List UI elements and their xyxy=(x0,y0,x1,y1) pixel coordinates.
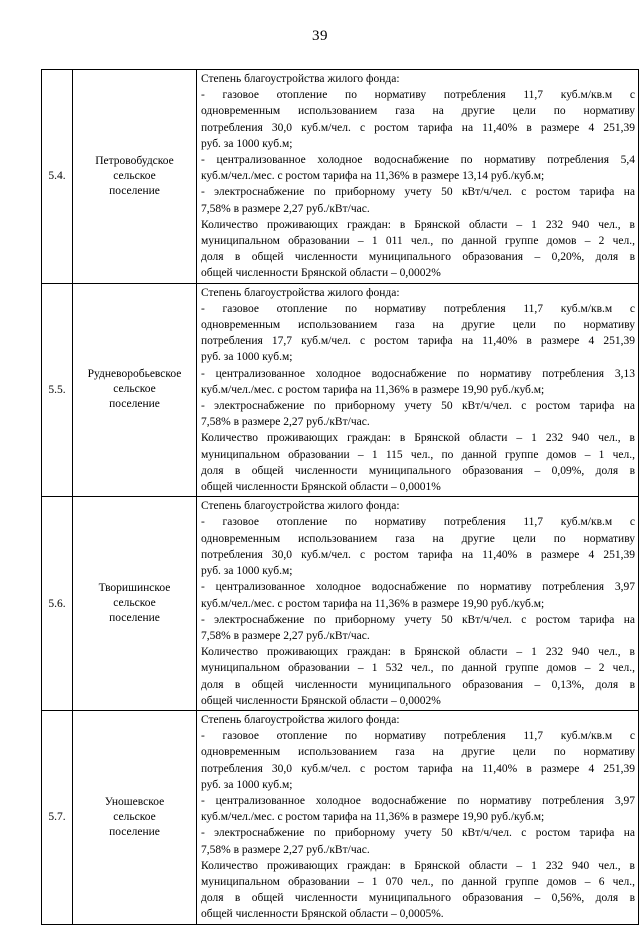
settlements-table-body xyxy=(42,70,639,925)
description-line: - централизованное холодное водоснабжение по нормативу потребления 5,4 xyxy=(201,154,635,167)
description-line: - газовое отопление по нормативу потребления 11,7 куб.м/кв.м с xyxy=(201,730,635,743)
table-row xyxy=(42,283,639,497)
description-line: - газовое отопление по нормативу потребления 11,7 куб.м/кв.м с xyxy=(201,302,635,315)
description-line: руб. за 1000 куб.м; xyxy=(201,137,293,150)
settlement-name-line: поселение xyxy=(109,184,160,197)
description-line: потребления 17,7 куб.м/чел. с ростом тарифа на 11,40% в размере 4 251,39 xyxy=(201,335,635,348)
settlement-name-line: сельское xyxy=(113,383,156,396)
description-line: доля в общей численности муниципального образования – 0,13%, доля в xyxy=(201,678,635,691)
description-line: - газовое отопление по нормативу потребления 11,7 куб.м/кв.м с xyxy=(201,516,635,529)
description-line: 7,58% в размере 2,27 руб./кВт/час. xyxy=(201,629,370,642)
description-line: муниципальном образовании – 1 115 чел., по данной группе домов – 1 чел., xyxy=(201,448,635,461)
table-row xyxy=(42,497,639,711)
description-line: Количество проживающих граждан: в Брянской области – 1 232 940 чел., в xyxy=(201,432,635,445)
description-line: куб.м/чел./мес. с ростом тарифа на 11,36% в размере 19,90 руб./куб.м; xyxy=(201,597,545,610)
settlement-name-line: Творишинское xyxy=(98,582,171,595)
description-line: куб.м/чел./мес. с ростом тарифа на 11,36% в размере 13,14 руб./куб.м; xyxy=(201,170,545,183)
settlement-name xyxy=(73,70,197,284)
page-number: 39 xyxy=(312,28,328,44)
settlement-name-line: Рудневоробьевское xyxy=(87,368,182,381)
description-line: общей численности Брянской области – 0,0002% xyxy=(201,267,441,280)
settlement-description xyxy=(197,283,639,497)
description-line: куб.м/чел./мес. с ростом тарифа на 11,36% в размере 19,90 руб./куб.м; xyxy=(201,383,545,396)
description-line: 7,58% в размере 2,27 руб./кВт/час. xyxy=(201,416,370,429)
settlement-description xyxy=(197,70,639,284)
description-line: руб. за 1000 куб.м; xyxy=(201,351,293,364)
table-row xyxy=(42,710,639,924)
description-line: одновременным использованием газа на другие цели по нормативу xyxy=(201,319,635,332)
description-line: - централизованное холодное водоснабжение по нормативу потребления 3,97 xyxy=(201,581,635,594)
description-line: Количество проживающих граждан: в Брянской области – 1 232 940 чел., в xyxy=(201,859,635,872)
settlement-name xyxy=(73,283,197,497)
settlement-name-line: поселение xyxy=(109,825,160,838)
settlement-name-line: сельское xyxy=(113,810,156,823)
description-line: Степень благоустройства жилого фонда: xyxy=(201,73,400,85)
settlement-name-line: Петровобудское xyxy=(95,154,174,167)
description-line: - централизованное холодное водоснабжение по нормативу потребления 3,97 xyxy=(201,794,635,807)
description-line: куб.м/чел./мес. с ростом тарифа на 11,36% в размере 19,90 руб./куб.м; xyxy=(201,811,545,824)
settlement-name-line: сельское xyxy=(113,597,156,610)
description-line: руб. за 1000 куб.м; xyxy=(201,778,293,791)
description-line: общей численности Брянской области – 0,0002% xyxy=(201,694,441,707)
description-line: - газовое отопление по нормативу потребления 11,7 куб.м/кв.м с xyxy=(201,89,635,102)
settlement-description xyxy=(197,710,639,924)
description-line: потребления 30,0 куб.м/чел. с ростом тарифа на 11,40% в размере 4 251,39 xyxy=(201,121,635,134)
description-line: муниципальном образовании – 1 070 чел., по данной группе домов – 6 чел., xyxy=(201,875,635,888)
description-line: - электроснабжение по приборному учету 50 кВт/ч/чел. с ростом тарифа на xyxy=(201,827,635,840)
description-line: общей численности Брянской области – 0,0005%. xyxy=(201,908,444,921)
description-line: муниципальном образовании – 1 532 чел., по данной группе домов – 2 чел., xyxy=(201,662,635,675)
settlements-table xyxy=(41,69,639,925)
description-line: доля в общей численности муниципального образования – 0,56%, доля в xyxy=(201,892,635,905)
row-number: 5.5. xyxy=(42,283,73,497)
description-line: - электроснабжение по приборному учету 50 кВт/ч/чел. с ростом тарифа на xyxy=(201,613,635,626)
settlement-name xyxy=(73,710,197,924)
description-line: 7,58% в размере 2,27 руб./кВт/час. xyxy=(201,843,370,856)
description-line: потребления 30,0 куб.м/чел. с ростом тарифа на 11,40% в размере 4 251,39 xyxy=(201,762,635,775)
description-line: доля в общей численности муниципального образования – 0,09%, доля в xyxy=(201,464,635,477)
table-row xyxy=(42,70,639,284)
description-line: - электроснабжение по приборному учету 50 кВт/ч/чел. с ростом тарифа на xyxy=(201,400,635,413)
description-line: муниципальном образовании – 1 011 чел., по данной группе домов – 2 чел., xyxy=(201,235,635,248)
description-line: одновременным использованием газа на другие цели по нормативу xyxy=(201,105,635,118)
description-line: Количество проживающих граждан: в Брянской области – 1 232 940 чел., в xyxy=(201,646,635,659)
description-line: потребления 30,0 куб.м/чел. с ростом тарифа на 11,40% в размере 4 251,39 xyxy=(201,548,635,561)
settlement-name xyxy=(73,497,197,711)
row-number: 5.6. xyxy=(42,497,73,711)
settlement-name-line: Уношевское xyxy=(104,795,165,808)
settlement-description xyxy=(197,497,639,711)
settlement-name-line: поселение xyxy=(109,398,160,411)
description-line: 7,58% в размере 2,27 руб./кВт/час. xyxy=(201,202,370,215)
description-line: руб. за 1000 куб.м; xyxy=(201,565,293,578)
settlement-name-line: сельское xyxy=(113,169,156,182)
row-number: 5.7. xyxy=(42,710,73,924)
description-line: Степень благоустройства жилого фонда: xyxy=(201,500,400,513)
description-line: - электроснабжение по приборному учету 50 кВт/ч/чел. с ростом тарифа на xyxy=(201,186,635,199)
description-line: доля в общей численности муниципального образования – 0,20%, доля в xyxy=(201,251,635,264)
description-line: Степень благоустройства жилого фонда: xyxy=(201,713,400,726)
settlement-name-line: поселение xyxy=(109,612,160,625)
description-line: одновременным использованием газа на другие цели по нормативу xyxy=(201,532,635,545)
description-line: - централизованное холодное водоснабжение по нормативу потребления 3,13 xyxy=(201,367,635,380)
description-line: одновременным использованием газа на другие цели по нормативу xyxy=(201,746,635,759)
row-number: 5.4. xyxy=(42,70,73,284)
description-line: Степень благоустройства жилого фонда: xyxy=(201,286,400,299)
description-line: общей численности Брянской области – 0,0001% xyxy=(201,481,441,494)
description-line: Количество проживающих граждан: в Брянской области – 1 232 940 чел., в xyxy=(201,218,635,231)
